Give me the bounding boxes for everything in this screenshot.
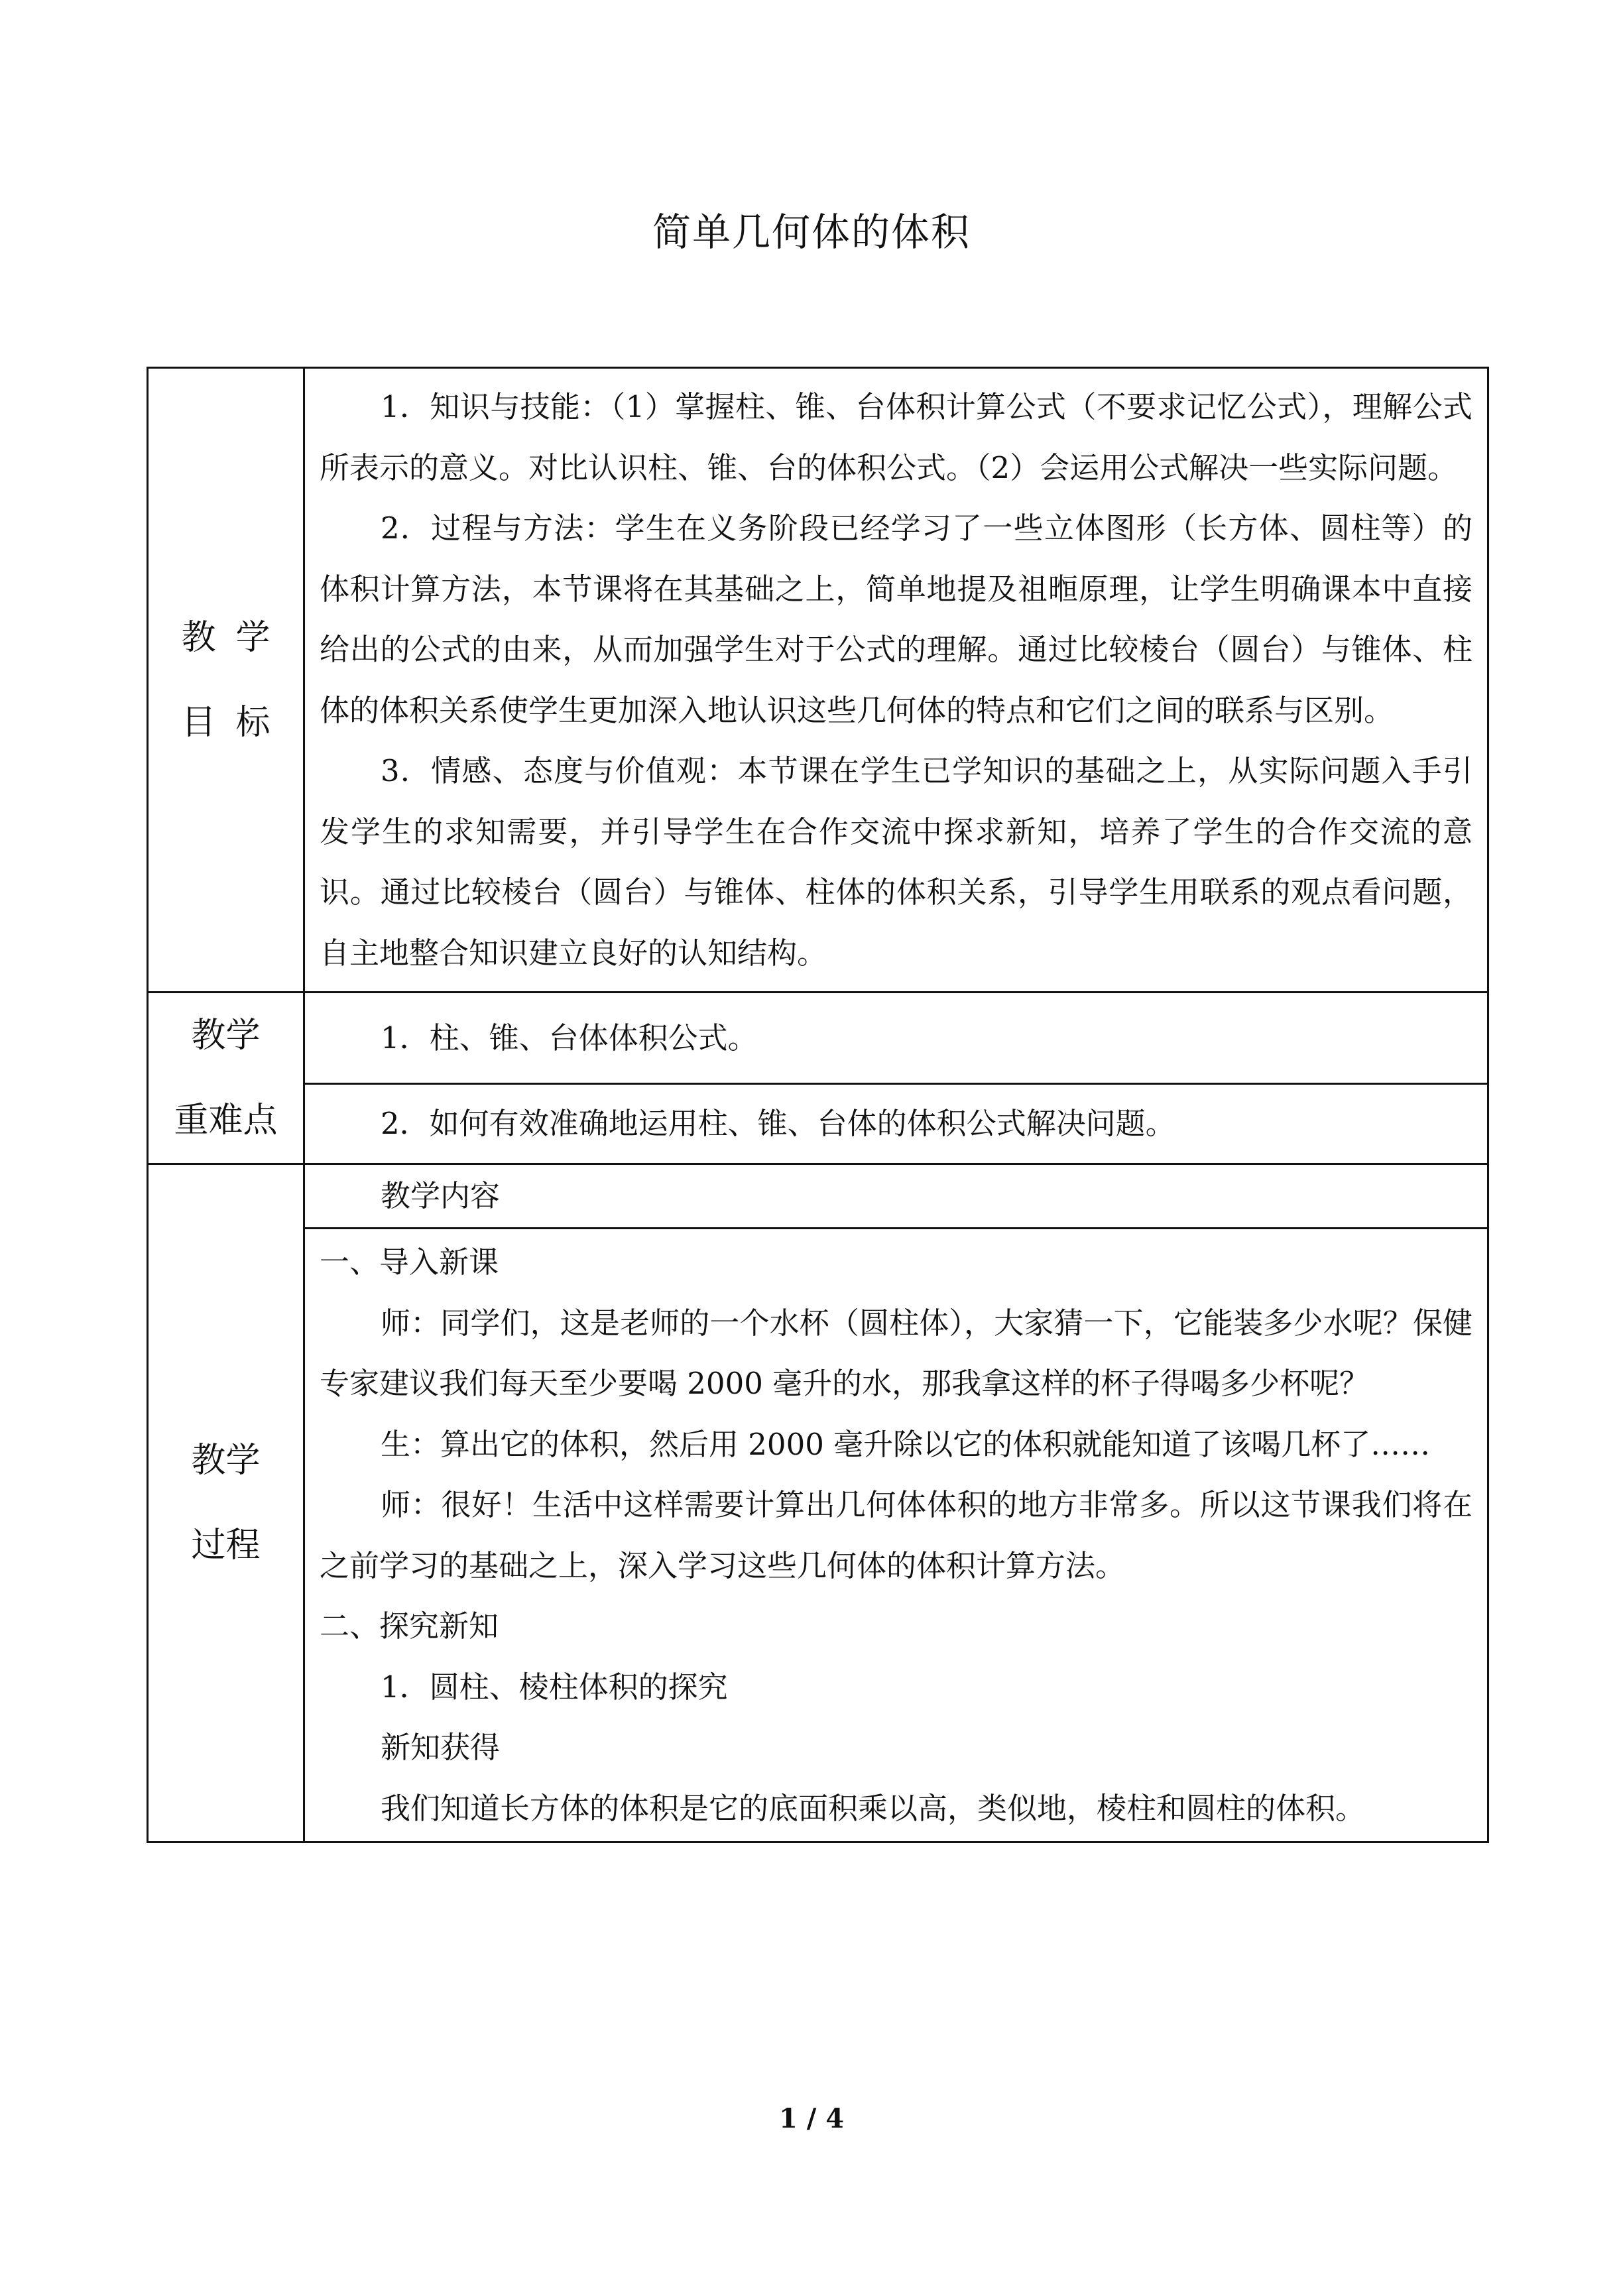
key-points-label-line1: 教学 xyxy=(191,1016,261,1056)
process-content-cell xyxy=(304,1229,1488,1843)
teacher-line-2: 师：很好！生活中这样需要计算出几何体体积的地方非常多。所以这节课我们将在之前学习的基础之上，深入学习这些几何体的体积计算方法。 xyxy=(320,1487,1473,1583)
page-title: 简单几何体的体积 xyxy=(652,210,971,255)
process-header-row xyxy=(148,1164,1488,1229)
goal-knowledge-skills: 1．知识与技能：（1）掌握柱、锥、台体积计算公式（不要求记忆公式），理解公式所表示的意义。对比认识柱、锥、台的体积公式。（2）会运用公式解决一些实际问题。 xyxy=(320,389,1473,485)
lesson-plan-table xyxy=(147,367,1489,1843)
goals-label-cell xyxy=(148,368,304,993)
section-1-title: 一、导入新课 xyxy=(320,1244,499,1280)
subsection-1-title: 1．圆柱、棱柱体积的探究 xyxy=(381,1669,728,1705)
process-content-header-cell xyxy=(304,1164,1488,1229)
student-line-1: 生：算出它的体积，然后用 2000 毫升除以它的体积就能知道了该喝几杯了…… xyxy=(381,1426,1431,1462)
prism-cylinder-volume-line: 我们知道长方体的体积是它的底面积乘以高，类似地，棱柱和圆柱的体积。 xyxy=(381,1790,1366,1826)
process-label-cell xyxy=(148,1164,304,1843)
goals-row xyxy=(148,368,1488,993)
goal-emotion-values: 3．情感、态度与价值观：本节课在学生已学知识的基础之上，从实际问题入手引发学生的求知需要，并引导学生在合作交流中探求新知，培养了学生的合作交流的意识。通过比较棱台（圆台）与锥体、柱体的体积关系，引导学生用联系的观点看问题，自主地整合知识建立良好的认知结构。 xyxy=(320,753,1473,971)
key-point-item-2: 2．如何有效准确地运用柱、锥、台体的体积公式解决问题。 xyxy=(381,1106,1175,1142)
key-point-item-1: 1．柱、锥、台体体积公式。 xyxy=(381,1020,758,1056)
goals-content-cell xyxy=(304,368,1488,993)
key-points-row-1 xyxy=(148,993,1488,1084)
process-label-line2: 过程 xyxy=(191,1526,261,1565)
goals-label-line2: 目标 xyxy=(181,702,290,743)
page-number: 1 / 4 xyxy=(778,2103,845,2134)
key-points-label-line2: 重难点 xyxy=(174,1101,278,1140)
process-label-line1: 教学 xyxy=(191,1441,261,1480)
teacher-line-1: 师：同学们，这是老师的一个水杯（圆柱体），大家猜一下，它能装多少水呢？保健专家建议我们每天至少要喝 2000 毫升的水，那我拿这样的杯子得喝多少杯呢？ xyxy=(320,1305,1473,1401)
process-body-row xyxy=(148,1229,1488,1843)
section-2-title: 二、探究新知 xyxy=(320,1608,499,1644)
key-points-row-2 xyxy=(148,1083,1488,1164)
key-point-cell-2 xyxy=(304,1083,1488,1164)
key-points-label-cell xyxy=(148,993,304,1164)
key-point-cell-1 xyxy=(304,993,1488,1084)
goal-process-method: 2．过程与方法：学生在义务阶段已经学习了一些立体图形（长方体、圆柱等）的体积计算方法，本节课将在其基础之上，简单地提及祖暅原理，让学生明确课本中直接给出的公式的由来，从而加强学生对于公式的理解。通过比较棱台（圆台）与锥体、柱体的体积关系使学生更加深入地认识这些几何体的特点和它们之间的联系与区别。 xyxy=(320,511,1473,728)
new-knowledge-heading: 新知获得 xyxy=(381,1730,501,1765)
goals-label-line1: 教学 xyxy=(181,617,290,658)
content-header: 教学内容 xyxy=(381,1178,501,1213)
